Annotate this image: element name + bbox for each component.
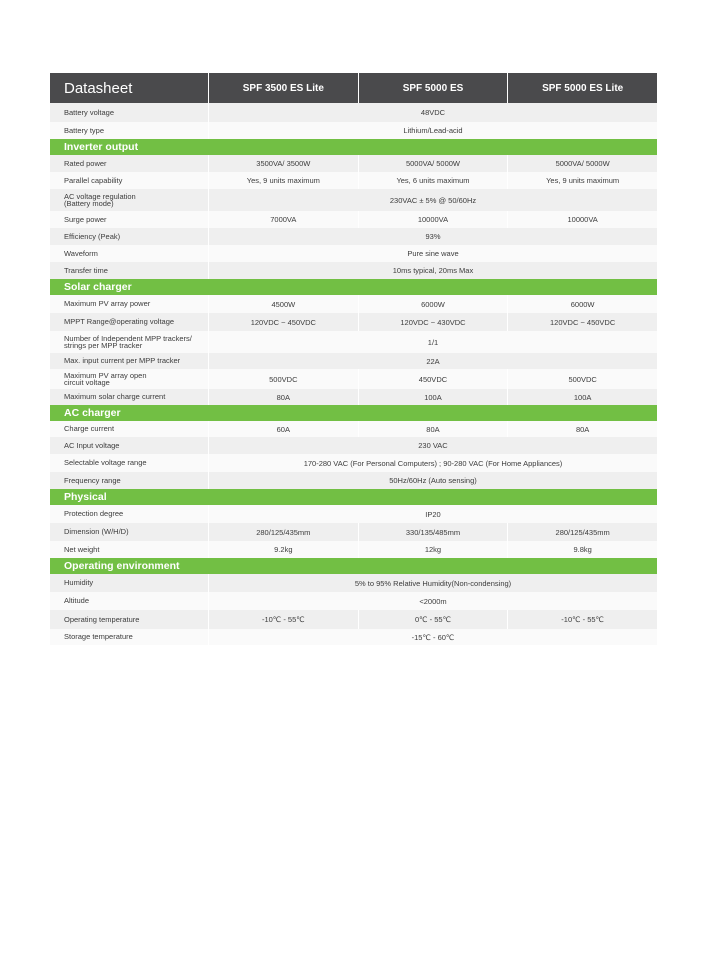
spec-label: Efficiency (Peak) (64, 231, 121, 241)
spec-value: Yes, 9 units maximum (507, 172, 657, 189)
spec-value: 280/125/435mm (208, 523, 358, 541)
spec-label: Protection degree (64, 509, 124, 519)
section-header: Solar charger (50, 279, 657, 295)
spec-value: 330/135/485mm (358, 523, 508, 541)
table-row (50, 421, 657, 437)
table-row (50, 505, 657, 523)
table-row (50, 610, 657, 629)
spec-label: Maximum PV array open circuit voltage (64, 370, 147, 387)
spec-value: 3500VA/ 3500W (208, 155, 358, 172)
table-row (50, 211, 657, 228)
table-row (50, 523, 657, 541)
spec-value: 100A (358, 389, 508, 405)
spec-value: 120VDC ~ 450VDC (507, 313, 657, 331)
table-row (50, 541, 657, 558)
section-header: Operating environment (50, 558, 657, 574)
spec-value: 120VDC ~ 430VDC (358, 313, 508, 331)
table-row (50, 629, 657, 645)
spec-label: Surge power (64, 214, 107, 224)
spec-value-merged: 1/1 (208, 331, 657, 353)
table-row (50, 122, 657, 139)
spec-value: 500VDC (507, 369, 657, 389)
spec-value: 60A (208, 421, 358, 437)
spec-label: Storage temperature (64, 632, 133, 642)
spec-label: MPPT Range@operating voltage (64, 317, 175, 327)
spec-value-merged: 48VDC (208, 103, 657, 122)
spec-value-merged: -15℃ - 60℃ (208, 629, 657, 645)
spec-value: 100A (507, 389, 657, 405)
section-header: Physical (50, 489, 657, 505)
spec-value-merged: 230 VAC (208, 437, 657, 454)
table-row (50, 353, 657, 369)
spec-value-merged: 230VAC ± 5% @ 50/60Hz (208, 189, 657, 211)
table-row (50, 245, 657, 262)
datasheet-title: Datasheet (64, 79, 133, 97)
spec-label: AC Input voltage (64, 440, 120, 450)
spec-value: 0℃ - 55℃ (358, 610, 508, 629)
spec-value: 280/125/435mm (507, 523, 657, 541)
spec-label: Dimension (W/H/D) (64, 527, 129, 537)
spec-label: Number of Independent MPP trackers/ strings per MPP tracker (64, 333, 192, 350)
table-row (50, 331, 657, 353)
table-row (50, 437, 657, 454)
spec-label: Transfer time (64, 265, 108, 275)
spec-label: Humidity (64, 578, 94, 588)
spec-value-merged: 170-280 VAC (For Personal Computers) ; 90-280 VAC (For Home Appliances) (208, 454, 657, 472)
section-header: AC charger (50, 405, 657, 421)
spec-value-merged: 10ms typical, 20ms Max (208, 262, 657, 279)
table-row (50, 472, 657, 489)
spec-label: Rated power (64, 158, 107, 168)
spec-value: 7000VA (208, 211, 358, 228)
spec-value-merged: Lithium/Lead-acid (208, 122, 657, 139)
spec-value: Yes, 9 units maximum (208, 172, 358, 189)
spec-value: -10℃ - 55℃ (507, 610, 657, 629)
spec-value: 500VDC (208, 369, 358, 389)
spec-value: 80A (507, 421, 657, 437)
spec-value-merged: 50Hz/60Hz (Auto sensing) (208, 472, 657, 489)
model-header: SPF 3500 ES Lite (208, 73, 358, 103)
spec-value-merged: 5% to 95% Relative Humidity(Non-condensing) (208, 574, 657, 592)
table-row (50, 103, 657, 122)
table-row (50, 313, 657, 331)
model-header: SPF 5000 ES (358, 73, 508, 103)
spec-value-merged: Pure sine wave (208, 245, 657, 262)
spec-value: 5000VA/ 5000W (507, 155, 657, 172)
table-row (50, 262, 657, 279)
model-header: SPF 5000 ES Lite (507, 73, 657, 103)
table-row (50, 295, 657, 313)
spec-value: 80A (358, 421, 508, 437)
spec-label: Net weight (64, 544, 100, 554)
table-row (50, 454, 657, 472)
spec-label: Battery type (64, 125, 105, 135)
spec-value: 9.2kg (208, 541, 358, 558)
spec-label: Maximum solar charge current (64, 392, 166, 402)
table-row (50, 389, 657, 405)
spec-label: Operating temperature (64, 614, 140, 624)
spec-value: 9.8kg (507, 541, 657, 558)
spec-label: Waveform (64, 248, 98, 258)
spec-value: 80A (208, 389, 358, 405)
spec-value: 450VDC (358, 369, 508, 389)
spec-label: Parallel capability (64, 175, 123, 185)
table-row (50, 369, 657, 389)
spec-value: 5000VA/ 5000W (358, 155, 508, 172)
table-row (50, 228, 657, 245)
table-body (50, 103, 657, 645)
spec-value: 10000VA (507, 211, 657, 228)
spec-value: Yes, 6 units maximum (358, 172, 508, 189)
spec-value: 120VDC ~ 450VDC (208, 313, 358, 331)
spec-value: 6000W (358, 295, 508, 313)
table-row (50, 189, 657, 211)
section-header: Inverter output (50, 139, 657, 155)
spec-value: 10000VA (358, 211, 508, 228)
spec-value: 12kg (358, 541, 508, 558)
table-header (50, 73, 657, 103)
table-row (50, 172, 657, 189)
spec-label: Charge current (64, 424, 115, 434)
spec-value: 6000W (507, 295, 657, 313)
spec-value: -10℃ - 55℃ (208, 610, 358, 629)
table-row (50, 592, 657, 610)
spec-label: Maximum PV array power (64, 299, 151, 309)
spec-value-merged: 93% (208, 228, 657, 245)
spec-value-merged: 22A (208, 353, 657, 369)
spec-label: Altitude (64, 596, 90, 606)
datasheet-table (50, 73, 657, 645)
spec-label: Max. input current per MPP tracker (64, 356, 181, 366)
spec-label: Battery voltage (64, 107, 115, 117)
spec-value: 4500W (208, 295, 358, 313)
spec-label: AC voltage regulation (Battery mode) (64, 191, 136, 208)
spec-label: Selectable voltage range (64, 458, 147, 468)
table-row (50, 574, 657, 592)
spec-value-merged: <2000m (208, 592, 657, 610)
spec-value-merged: IP20 (208, 505, 657, 523)
spec-label: Frequency range (64, 475, 121, 485)
table-row (50, 155, 657, 172)
